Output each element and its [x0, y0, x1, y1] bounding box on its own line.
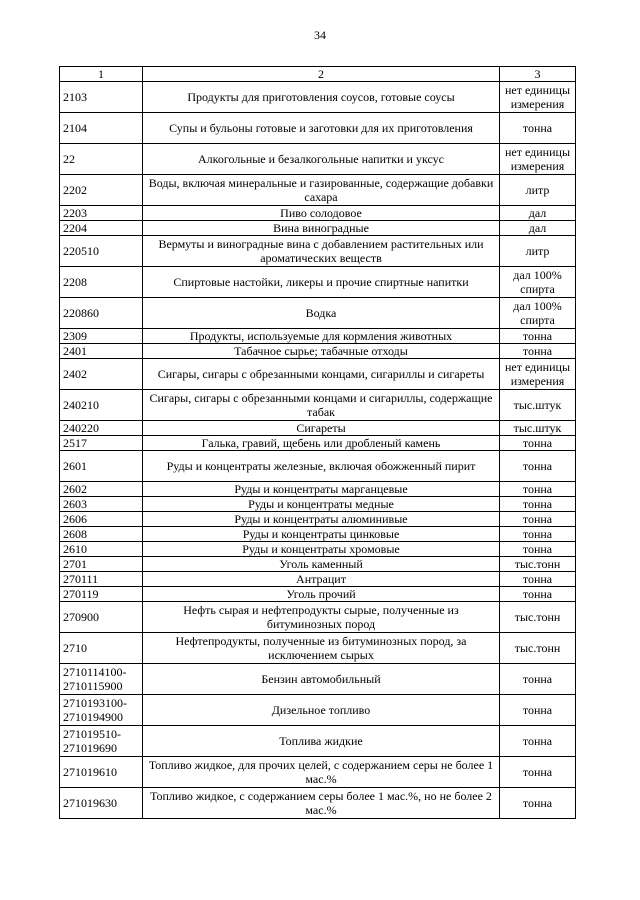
table-row [60, 757, 576, 788]
table-row [60, 236, 576, 267]
unit-cell: нет единицы измерения [500, 82, 576, 113]
table-row [60, 542, 576, 557]
table-row [60, 436, 576, 451]
unit-cell: тыс.тонн [500, 602, 576, 633]
name-cell: Руды и концентраты алюминивые [143, 512, 500, 527]
name-cell: Нефть сырая и нефтепродукты сырые, полученные из битуминозных пород [143, 602, 500, 633]
code-cell: 2208 [60, 267, 143, 298]
table-row [60, 557, 576, 572]
unit-cell: тыс.штук [500, 421, 576, 436]
unit-cell: тонна [500, 788, 576, 819]
code-cell: 240210 [60, 390, 143, 421]
code-cell: 2710 [60, 633, 143, 664]
code-cell: 220510 [60, 236, 143, 267]
column-header-1: 1 [60, 67, 143, 82]
unit-cell: тонна [500, 436, 576, 451]
unit-cell: тонна [500, 572, 576, 587]
name-cell: Сигареты [143, 421, 500, 436]
table-row [60, 726, 576, 757]
unit-cell: тыс.тонн [500, 557, 576, 572]
name-cell: Топлива жидкие [143, 726, 500, 757]
name-cell: Вина виноградные [143, 221, 500, 236]
table-row [60, 113, 576, 144]
name-cell: Руды и концентраты медные [143, 497, 500, 512]
code-cell: 2402 [60, 359, 143, 390]
table-row [60, 267, 576, 298]
unit-cell: тонна [500, 726, 576, 757]
code-cell: 220860 [60, 298, 143, 329]
unit-cell: литр [500, 175, 576, 206]
unit-cell: тонна [500, 451, 576, 482]
code-cell: 2710193100- 2710194900 [60, 695, 143, 726]
name-cell: Водка [143, 298, 500, 329]
page-number: 34 [314, 28, 326, 42]
unit-cell: дал 100% спирта [500, 298, 576, 329]
table-row [60, 390, 576, 421]
unit-cell: тонна [500, 695, 576, 726]
unit-cell: дал 100% спирта [500, 267, 576, 298]
code-cell: 2608 [60, 527, 143, 542]
name-cell: Сигары, сигары с обрезанными концами и сигариллы, содержащие табак [143, 390, 500, 421]
table-row [60, 359, 576, 390]
name-cell: Продукты, используемые для кормления животных [143, 329, 500, 344]
commodity-table [59, 66, 576, 819]
code-cell: 2103 [60, 82, 143, 113]
code-cell: 2203 [60, 206, 143, 221]
code-cell: 270119 [60, 587, 143, 602]
unit-cell: дал [500, 206, 576, 221]
table-row [60, 587, 576, 602]
table-row [60, 175, 576, 206]
name-cell: Сигары, сигары с обрезанными концами, сигариллы и сигареты [143, 359, 500, 390]
code-cell: 2401 [60, 344, 143, 359]
table-row [60, 633, 576, 664]
unit-cell: нет единицы измерения [500, 144, 576, 175]
unit-cell: тыс.тонн [500, 633, 576, 664]
code-cell: 240220 [60, 421, 143, 436]
unit-cell: тонна [500, 512, 576, 527]
unit-cell: тонна [500, 664, 576, 695]
unit-cell: дал [500, 221, 576, 236]
code-cell: 270111 [60, 572, 143, 587]
name-cell: Топливо жидкое, для прочих целей, с содержанием серы не более 1 мас.% [143, 757, 500, 788]
name-cell: Вермуты и виноградные вина с добавлением растительных или ароматических веществ [143, 236, 500, 267]
name-cell: Руды и концентраты железные, включая обожженный пирит [143, 451, 500, 482]
unit-cell: тонна [500, 542, 576, 557]
name-cell: Супы и бульоны готовые и заготовки для их приготовления [143, 113, 500, 144]
code-cell: 2710114100- 2710115900 [60, 664, 143, 695]
code-cell: 271019610 [60, 757, 143, 788]
table-row [60, 497, 576, 512]
code-cell: 22 [60, 144, 143, 175]
code-cell: 271019510- 271019690 [60, 726, 143, 757]
name-cell: Галька, гравий, щебень или дробленый камень [143, 436, 500, 451]
name-cell: Табачное сырье; табачные отходы [143, 344, 500, 359]
unit-cell: тонна [500, 757, 576, 788]
unit-cell: тонна [500, 587, 576, 602]
name-cell: Алкогольные и безалкогольные напитки и уксус [143, 144, 500, 175]
name-cell: Уголь прочий [143, 587, 500, 602]
table-row [60, 788, 576, 819]
table-row [60, 451, 576, 482]
table-row [60, 602, 576, 633]
table-row [60, 512, 576, 527]
name-cell: Дизельное топливо [143, 695, 500, 726]
unit-cell: тонна [500, 329, 576, 344]
name-cell: Продукты для приготовления соусов, готовые соусы [143, 82, 500, 113]
code-cell: 2204 [60, 221, 143, 236]
code-cell: 2601 [60, 451, 143, 482]
name-cell: Топливо жидкое, с содержанием серы более 1 мас.%, но не более 2 мас.% [143, 788, 500, 819]
table-row [60, 298, 576, 329]
table-row [60, 527, 576, 542]
name-cell: Уголь каменный [143, 557, 500, 572]
unit-cell: тонна [500, 497, 576, 512]
code-cell: 2701 [60, 557, 143, 572]
table-row [60, 572, 576, 587]
unit-cell: тонна [500, 344, 576, 359]
name-cell: Бензин автомобильный [143, 664, 500, 695]
name-cell: Воды, включая минеральные и газированные, содержащие добавки сахара [143, 175, 500, 206]
unit-cell: тонна [500, 482, 576, 497]
unit-cell: тонна [500, 113, 576, 144]
table-row [60, 221, 576, 236]
table-row [60, 144, 576, 175]
name-cell: Руды и концентраты цинковые [143, 527, 500, 542]
code-cell: 2202 [60, 175, 143, 206]
column-header-3: 3 [500, 67, 576, 82]
name-cell: Нефтепродукты, полученные из битуминозных пород, за исключением сырых [143, 633, 500, 664]
unit-cell: нет единицы измерения [500, 359, 576, 390]
column-header-2: 2 [143, 67, 500, 82]
table-row [60, 82, 576, 113]
code-cell: 2610 [60, 542, 143, 557]
code-cell: 2104 [60, 113, 143, 144]
code-cell: 2606 [60, 512, 143, 527]
table-row [60, 329, 576, 344]
table-row [60, 206, 576, 221]
name-cell: Руды и концентраты марганцевые [143, 482, 500, 497]
name-cell: Антрацит [143, 572, 500, 587]
unit-cell: тонна [500, 527, 576, 542]
table-row [60, 482, 576, 497]
code-cell: 271019630 [60, 788, 143, 819]
name-cell: Пиво солодовое [143, 206, 500, 221]
code-cell: 2517 [60, 436, 143, 451]
unit-cell: тыс.штук [500, 390, 576, 421]
name-cell: Руды и концентраты хромовые [143, 542, 500, 557]
code-cell: 2309 [60, 329, 143, 344]
name-cell: Спиртовые настойки, ликеры и прочие спиртные напитки [143, 267, 500, 298]
code-cell: 270900 [60, 602, 143, 633]
table-row [60, 695, 576, 726]
table-header-row [60, 67, 576, 82]
unit-cell: литр [500, 236, 576, 267]
table-row [60, 344, 576, 359]
table-row [60, 664, 576, 695]
code-cell: 2603 [60, 497, 143, 512]
code-cell: 2602 [60, 482, 143, 497]
table-row [60, 421, 576, 436]
